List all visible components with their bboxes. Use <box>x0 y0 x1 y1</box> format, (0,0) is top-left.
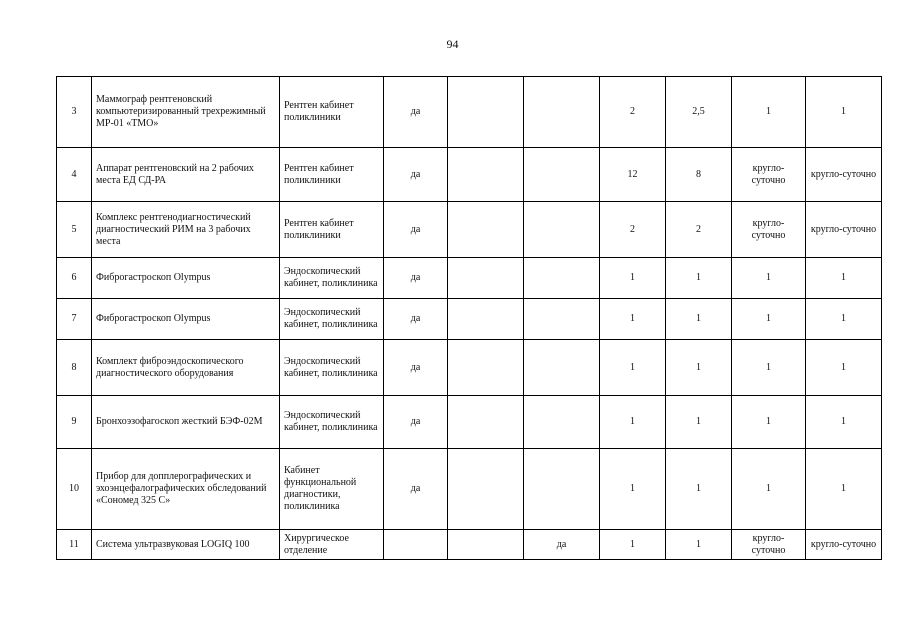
cell-col10: кругло-суточно <box>806 148 882 202</box>
cell-col6 <box>524 396 600 449</box>
equipment-location: Хирургическое отделение <box>280 530 384 560</box>
row-number: 9 <box>57 396 92 449</box>
equipment-location: Кабинет функциональной диагностики, поликлиника <box>280 449 384 530</box>
equipment-location: Эндоскопический кабинет, поликлиника <box>280 340 384 396</box>
cell-col9: кругло-суточно <box>732 202 806 258</box>
equipment-name: Маммограф рентгеновский компьютеризированный трехрежимный МР-01 «ТМО» <box>92 77 280 148</box>
cell-col4 <box>384 530 448 560</box>
cell-col8: 1 <box>666 299 732 340</box>
cell-col10: 1 <box>806 449 882 530</box>
cell-col10: 1 <box>806 77 882 148</box>
equipment-name: Аппарат рентгеновский на 2 рабочих места ЕД СД-РА <box>92 148 280 202</box>
row-number: 4 <box>57 148 92 202</box>
row-number: 7 <box>57 299 92 340</box>
cell-col7: 1 <box>600 396 666 449</box>
cell-col6 <box>524 340 600 396</box>
cell-col9: 1 <box>732 340 806 396</box>
cell-col7: 2 <box>600 202 666 258</box>
row-number: 8 <box>57 340 92 396</box>
cell-col5 <box>448 148 524 202</box>
table-row <box>57 148 882 202</box>
cell-col4: да <box>384 299 448 340</box>
cell-col6: да <box>524 530 600 560</box>
cell-col10: 1 <box>806 396 882 449</box>
table-row <box>57 258 882 299</box>
cell-col10: 1 <box>806 340 882 396</box>
equipment-location: Эндоскопический кабинет, поликлиника <box>280 396 384 449</box>
cell-col6 <box>524 449 600 530</box>
equipment-location: Рентген кабинет поликлиники <box>280 148 384 202</box>
cell-col4: да <box>384 258 448 299</box>
table-row <box>57 202 882 258</box>
row-number: 11 <box>57 530 92 560</box>
cell-col8: 2 <box>666 202 732 258</box>
cell-col5 <box>448 449 524 530</box>
table-row <box>57 396 882 449</box>
cell-col5 <box>448 258 524 299</box>
cell-col9: 1 <box>732 299 806 340</box>
cell-col4: да <box>384 202 448 258</box>
equipment-location: Рентген кабинет поликлиники <box>280 77 384 148</box>
row-number: 3 <box>57 77 92 148</box>
cell-col6 <box>524 148 600 202</box>
row-number: 10 <box>57 449 92 530</box>
cell-col8: 1 <box>666 340 732 396</box>
cell-col4: да <box>384 396 448 449</box>
cell-col7: 1 <box>600 449 666 530</box>
equipment-location: Эндоскопический кабинет, поликлиника <box>280 258 384 299</box>
row-number: 5 <box>57 202 92 258</box>
cell-col8: 2,5 <box>666 77 732 148</box>
equipment-name: Фиброгастроскоп Olympus <box>92 258 280 299</box>
cell-col4: да <box>384 449 448 530</box>
cell-col5 <box>448 530 524 560</box>
cell-col7: 2 <box>600 77 666 148</box>
cell-col9: кругло-суточно <box>732 530 806 560</box>
equipment-name: Система ультразвуковая LOGIQ 100 <box>92 530 280 560</box>
page-number: 94 <box>446 37 459 51</box>
cell-col8: 1 <box>666 258 732 299</box>
equipment-name: Комплекс рентгенодиагностический диагностический РИМ на 3 рабочих места <box>92 202 280 258</box>
row-number: 6 <box>57 258 92 299</box>
cell-col7: 1 <box>600 340 666 396</box>
equipment-name: Фиброгастроскоп Olympus <box>92 299 280 340</box>
equipment-name: Комплект фиброэндоскопического диагностического оборудования <box>92 340 280 396</box>
cell-col5 <box>448 299 524 340</box>
cell-col4: да <box>384 340 448 396</box>
cell-col6 <box>524 77 600 148</box>
cell-col5 <box>448 202 524 258</box>
cell-col10: 1 <box>806 258 882 299</box>
table-row <box>57 299 882 340</box>
cell-col4: да <box>384 148 448 202</box>
cell-col8: 1 <box>666 530 732 560</box>
equipment-location: Рентген кабинет поликлиники <box>280 202 384 258</box>
cell-col4: да <box>384 77 448 148</box>
cell-col9: 1 <box>732 77 806 148</box>
equipment-table <box>56 76 882 560</box>
cell-col7: 1 <box>600 299 666 340</box>
equipment-name: Бронхоэзофагоскоп жесткий БЭФ-02М <box>92 396 280 449</box>
cell-col9: 1 <box>732 258 806 299</box>
cell-col5 <box>448 77 524 148</box>
cell-col9: кругло-суточно <box>732 148 806 202</box>
cell-col7: 12 <box>600 148 666 202</box>
cell-col10: кругло-суточно <box>806 202 882 258</box>
cell-col5 <box>448 396 524 449</box>
cell-col8: 1 <box>666 396 732 449</box>
table-row <box>57 530 882 560</box>
equipment-location: Эндоскопический кабинет, поликлиника <box>280 299 384 340</box>
cell-col10: 1 <box>806 299 882 340</box>
cell-col9: 1 <box>732 396 806 449</box>
equipment-name: Прибор для допплерографических и эхоэнцефалографических обследований «Сономед 325 С» <box>92 449 280 530</box>
cell-col10: кругло-суточно <box>806 530 882 560</box>
table-row <box>57 449 882 530</box>
cell-col6 <box>524 202 600 258</box>
cell-col7: 1 <box>600 258 666 299</box>
cell-col7: 1 <box>600 530 666 560</box>
cell-col8: 1 <box>666 449 732 530</box>
cell-col8: 8 <box>666 148 732 202</box>
cell-col5 <box>448 340 524 396</box>
cell-col9: 1 <box>732 449 806 530</box>
cell-col6 <box>524 299 600 340</box>
cell-col6 <box>524 258 600 299</box>
table-row <box>57 77 882 148</box>
table-row <box>57 340 882 396</box>
